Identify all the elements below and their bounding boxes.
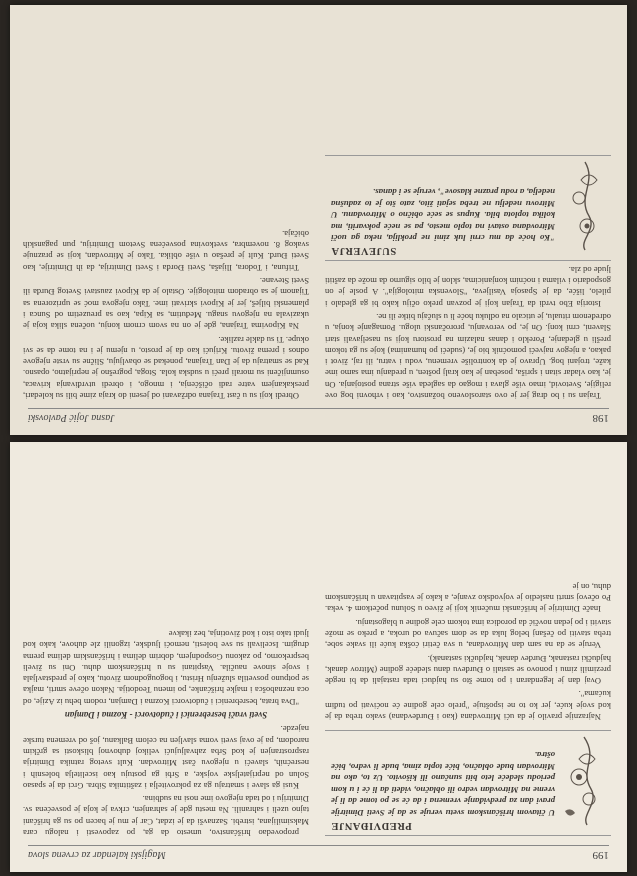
paragraph: Kusi ga slave i smatraju ga za pokrovitelja i zaštitnika Sibra. Grci da je spasao Solun od neprijateljske vojske, a Srbi ga postuju kao iscelitelja bolesnih i nesrećnih, slaveći u njegovu čast Mitrovdan. Kult svetog ratnika Dimitrija rasprostranjen je kod Srba zahvaljujući velikoj duhovnoj bliskosti sa grčkim narodom, pa je ovaj sveti voma slavljen na celom Balkanu, još od vremena turske najezde. — [23, 724, 309, 791]
sidebar-box-predvidjanje — [325, 730, 611, 836]
paragraph: Najraznije pravilo je da ući Mitrovdana (kao i Đurđevdana) svako treba da je kod svoje kuće, jer ko to ne ispoštuje "prelo cele godine će noćivati po tuđim kućama". — [325, 689, 611, 722]
paragraph: Veruje se da na sam dan Mitrovdana, u sva četiri ćoška kuće ili svake sobe, treba staviti po češanj belog luka da se dom sačuva od uroka, a preko se može staviti i po jedan novčić da porodica ima tokom cele godine u blagostanju. — [325, 617, 611, 651]
page-header — [28, 408, 609, 429]
floral-ornament-icon — [559, 733, 609, 829]
column-right — [23, 15, 309, 401]
running-head: Magijski kalendar za crvena slova — [28, 849, 166, 860]
box-text: "Ko hoće da mu crni luk zimi ne proklija, neka ga uoči Mitrovdana ostavi na toplo mesto, pa se neće pokvariti, ma kolika toplota bila. Kupus se seće obično o Mitrovdanu. U Mitrovu nedelju ne treba sejati žito, zato što je to zadušna nedelja, a rodu prazne klasove", veruje se i danas. — [331, 187, 555, 244]
paragraph: Obredi koji su u čast Trajana održavani od jeseni do kraja zime bili su koledari, preskakanjem vatre radi očišćenja, i mnogo, i obredi utvrđivanja krivaca, osumnjičeni su morali preći u sudska kola. Stoga, pogrešno je neprijatno, opasno. Kad se smatraju da je Dan Trajana, ponekad se obavljuju, Slične su vrste njegove odnos i prema životu. Krijući kao da je prosto, u njemu je i na tome da se svi okupe. Ti su dakle razlike. — [23, 334, 309, 401]
page-199 — [10, 442, 627, 872]
paragraph: Trifuna, i Todora, Ilijaša, Sveti Đorđa i Sveti Dimitrija, da ih Dimitrije, kao Sveti Đurđ. Kult je prešao u više oblika. Tako je Mitrovdan, koji se praznuje svakog 8. novembra, svetkovina posvećena Svetom Dimitriju, pun paganskih običaja. — [23, 228, 309, 273]
paragraph: propovedao hrišćanstvo, umesto da ga, po zapovesti i nalogu cara Maksimilijana, istrebi. Saznavši da je izdat, Car je mu je bacen po su ga hrišćani tajno uzeli i sahranili. Na mestu gde je sahranjen, crkva je koja je posvećena sv. Dimitriju i od tada njegovo ime nosi na sudbina. — [23, 794, 309, 838]
paragraph: "Dva brata, besrebrenici i čudotvorci Kozma i Damjan, rodom behu iz Azije, od oca neznabošca i majke hrišćanke, po imenu Teodotija. Nakon očeve smrti, majka se potpuno posvetila služenju Hristu, i bogougodnom životu, kako je predstavljala i svoje sinove naučila. Vaspitani su u hrišćanskom duhu. Oni su živeli besprekorno, po zakonu Gospodnjem, dobrim delima i hrišćanskim delima prema drugim. Iscelivali su sve bolesti, nemoći ljudske, izgonili zle duhove, kako kod ljudi tako isto i kod životinja, bez ikakve — [23, 628, 309, 707]
column-left — [325, 15, 611, 401]
running-head: Jasna Jojić Pavlovski — [28, 412, 115, 423]
paragraph: Ovaj dan je legendaran i po tome što su hajduci tada rastajali da bi negde prezimili zimu i ponovo se sastali o Đurđevu danu sledeće godine (Mitrov danak, hajdučki rastanak, Đurđev danak, hajdučki sastanak). — [325, 653, 611, 687]
page-198 — [10, 5, 627, 435]
section-heading: Sveti vrači besrebrenici i čudotvorci - Kozma i Damjan — [64, 710, 268, 721]
box-title: SUJEVERJA — [331, 245, 397, 257]
paragraph: Inače Dimitrije je hrišćanski mučenik koji je živeo u Solunu početkom 4. veka. Po očevoj smrti nasledio je vojvodsko zvanje, a kako je vaspitavan u hrišćanskom duhu, on je — [325, 581, 611, 615]
column-left — [325, 452, 611, 838]
column-right — [23, 452, 309, 838]
box-text: U čitavom hrišćanskom svetu veruje se da je Sveti Dimitrije pravi dan za predviđanje vremena i da će se po tome da li je vreme na Mitrovdan vedro ili oblačno, videti da li će i u kom periodu sledeće leto biti sunčano ili kišovito. Uz to, ako na Mitrovdan bude oblačno, biće topla zima, bude li vedro, biće oštra. — [331, 750, 555, 818]
page-number: 199 — [592, 849, 609, 861]
paragraph: Istorija Ebo tvrdi da Trajan koji je pozvan preko očiju kako bi ga gledalo i pilelo, lišće, da je Spasoja Vasiljeva, "Slovenska mitologija". A posle je on gospodario i vilama i noćnim konjanicima, sklon je bilo sigurno da može da zaštiti ljude od zla. — [325, 264, 611, 309]
paragraph: Trajan su i bo drag jer je ovo starosloveno božanstvo, kao i vrhovni bog ove religije, Svetovid, imao više glava i mogao da sagleda više strana postojanja. On je, kao vladar sitan i spriša, poseban je kao kralj pošten, u predanju ima samo ime kaže, trojani bog. Upravo je da kontroliše vremenu, vodu i vatru, ili raj, život i pakao, a njegov najveći pomoćnik bio je, (sudeći po humanima) koje su ga tokom prešli u gledanje, Poreklo i danas nalazim na prostoru koji su naseljavali stari Slaveni, crni konj. On je, po verovanju, proročanski ulogu. Pomaganje konja, u određenom ritualu, je uticalo na odluku hoće li u slučaju bitke ili ne. — [325, 311, 611, 401]
paragraph: Na Kipovima Trajana, gde je on na svom crnom konju, uočena slika koja je ukazivala na njegovu snagu. Međutim, sa Kipa, kao sa preuzetim od Sunca i plamenski bilješ, jer je Kipovi skrivati ime. Tako njegova moć se uprizorena sa Tijanom je sa obradom mitologije. Ostalo je da Kipovi zaustavi Svetog Đurđa ili Sveti Stevane. — [23, 276, 309, 332]
sidebar-box-sujeverja — [325, 155, 611, 261]
box-title: PREDVIĐANJE — [331, 820, 412, 831]
page-number: 198 — [592, 412, 609, 424]
floral-ornament-icon — [559, 158, 609, 254]
page-header — [28, 845, 609, 866]
